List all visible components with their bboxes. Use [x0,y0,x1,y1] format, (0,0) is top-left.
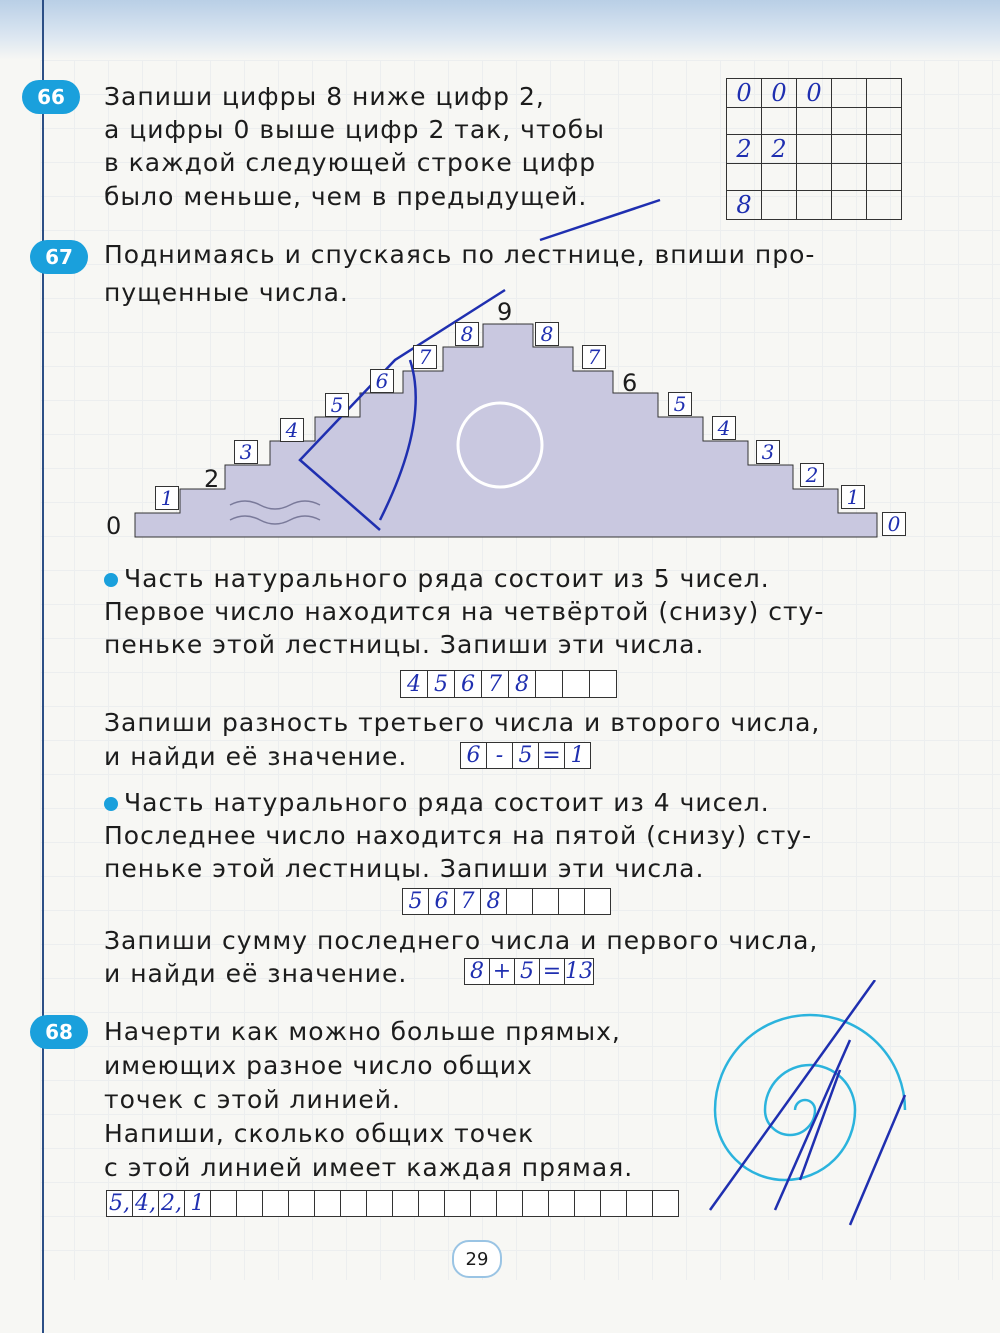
q3-line-2: Последнее число находится на пятой (снизу) сту- [104,821,813,850]
answer-cell [263,1191,289,1217]
stair-printed-6: 6 [622,369,638,397]
stair-answer-box: 0 [882,512,906,536]
task-68-line-5: с этой линией имеет каждая прямая. [104,1153,634,1182]
answer-cell: 8 [481,889,507,915]
staircase [0,0,1000,560]
answer-cell: 5 [513,743,539,769]
stair-answer-box: 7 [582,345,606,369]
page-number [452,1240,502,1278]
stair-answer-box: 1 [841,485,865,509]
task-68-line-1: Начерти как можно больше прямых, [104,1017,621,1046]
answer-cell: 8 [509,671,536,698]
q1-line-1 [104,562,770,596]
answer-cell: = [540,959,565,985]
grid-cell: 0 [797,79,832,108]
stair-printed-9: 9 [497,298,513,326]
q4-line-2: и найди её значение. [104,959,408,988]
q3-line-3: пеньке этой лестницы. Запиши эти числа. [104,854,705,883]
answer-cell: - [487,743,513,769]
stair-answer-box: 2 [800,463,824,487]
q3-line-1 [104,786,770,820]
stair-answer-box: 3 [234,440,258,464]
answer-cell: 7 [455,889,481,915]
answer-cell [507,889,533,915]
stair-answer-box: 1 [155,486,179,510]
answer-cell [563,671,590,698]
stair-printed-0: 0 [106,512,122,540]
q1-line-3: пеньке этой лестницы. Запиши эти числа. [104,630,705,659]
q4-line-1: Запиши сумму последнего числа и первого числа, [104,926,819,955]
answer-cell [585,889,611,915]
answer-cell: 8 [465,959,490,985]
bullet-icon [104,573,118,587]
answer-cell: 7 [482,671,509,698]
answer-cell [289,1191,315,1217]
grid-cell: 2 [727,135,762,164]
task-66-number: 66 [37,85,65,109]
stair-answer-box: 6 [370,369,394,393]
q1-line-1-text: Часть натурального ряда состоит из 5 чисел. [124,564,770,593]
grid-cell: 8 [727,191,762,220]
task-67-number: 67 [45,245,73,269]
stair-answer-box: 3 [756,440,780,464]
q3-answer-cells [402,888,611,915]
page-number-text: 29 [465,1248,489,1270]
q1-line-2: Первое число находится на четвёртой (снизу) сту- [104,597,825,626]
grid-cell: 0 [762,79,797,108]
task-66-line-1: Запиши цифры 8 ниже цифр 2, [104,82,545,111]
answer-cell [601,1191,627,1217]
task-66-line-4: было меньше, чем в предыдущей. [104,182,588,211]
q1-answer-cells [400,670,617,698]
answer-cell [590,671,617,698]
task-67-line-2: пущенные числа. [104,278,349,307]
answer-cell [575,1191,601,1217]
task-68-line-4: Напиши, сколько общих точек [104,1119,535,1148]
answer-cell: 4 [401,671,428,698]
grid-cell: 0 [727,79,762,108]
answer-cell [393,1191,419,1217]
answer-cell: 2, [159,1191,185,1217]
stair-answer-box: 8 [535,322,559,346]
answer-cell [533,889,559,915]
answer-cell [549,1191,575,1217]
answer-cell: 5 [428,671,455,698]
answer-cell: + [490,959,515,985]
stair-answer-box: 4 [280,418,304,442]
answer-cell [497,1191,523,1217]
task-68-line-3: точек с этой линией. [104,1085,401,1114]
task-68-badge [30,1015,88,1049]
grid-cell: 2 [762,135,797,164]
stair-answer-box: 7 [413,345,437,369]
answer-cell: 5, [107,1191,133,1217]
staircase-shape [135,324,877,537]
answer-cell: 5 [403,889,429,915]
stair-answer-box: 4 [712,416,736,440]
answer-cell [559,889,585,915]
answer-cell [367,1191,393,1217]
answer-cell [627,1191,653,1217]
answer-cell [211,1191,237,1217]
answer-cell: 4, [133,1191,159,1217]
task-66-line-3: в каждой следующей строке цифр [104,148,597,177]
answer-cell [237,1191,263,1217]
spiral-figure [680,980,930,1240]
answer-cell: = [539,743,565,769]
stair-printed-2: 2 [204,465,220,493]
answer-cell [419,1191,445,1217]
drawn-lines [710,980,905,1225]
stair-answer-box: 5 [325,393,349,417]
answer-cell: 6 [429,889,455,915]
answer-cell [536,671,563,698]
answer-cell [471,1191,497,1217]
task-67-line-1: Поднимаясь и спускаясь по лестнице, впиши про- [104,240,816,269]
answer-cell: 13 [565,959,593,984]
answer-cell [445,1191,471,1217]
task-66-line-2: а цифры 0 выше цифр 2 так, чтобы [104,115,605,144]
q3-line-1-text: Часть натурального ряда состоит из 4 чисел. [124,788,770,817]
bullet-icon [104,797,118,811]
stair-answer-box: 8 [455,322,479,346]
answer-cell: 5 [515,959,540,985]
answer-cell: 1 [185,1191,211,1217]
answer-cell: 6 [455,671,482,698]
answer-cell: 6 [461,743,487,769]
q4-answer-cells [464,958,594,985]
answer-cell: 1 [565,743,591,769]
q2-line-1: Запиши разность третьего числа и второго числа, [104,708,821,737]
answer-cell [653,1191,679,1217]
task-68-line-2: имеющих разное число общих [104,1051,533,1080]
stair-answer-box: 5 [668,392,692,416]
answer-cell [523,1191,549,1217]
answer-cell [341,1191,367,1217]
task-68-number: 68 [45,1020,73,1044]
task-68-answer-cells [106,1190,679,1217]
answer-cell [315,1191,341,1217]
q2-line-2: и найди её значение. [104,742,408,771]
q2-answer-cells [460,742,591,769]
